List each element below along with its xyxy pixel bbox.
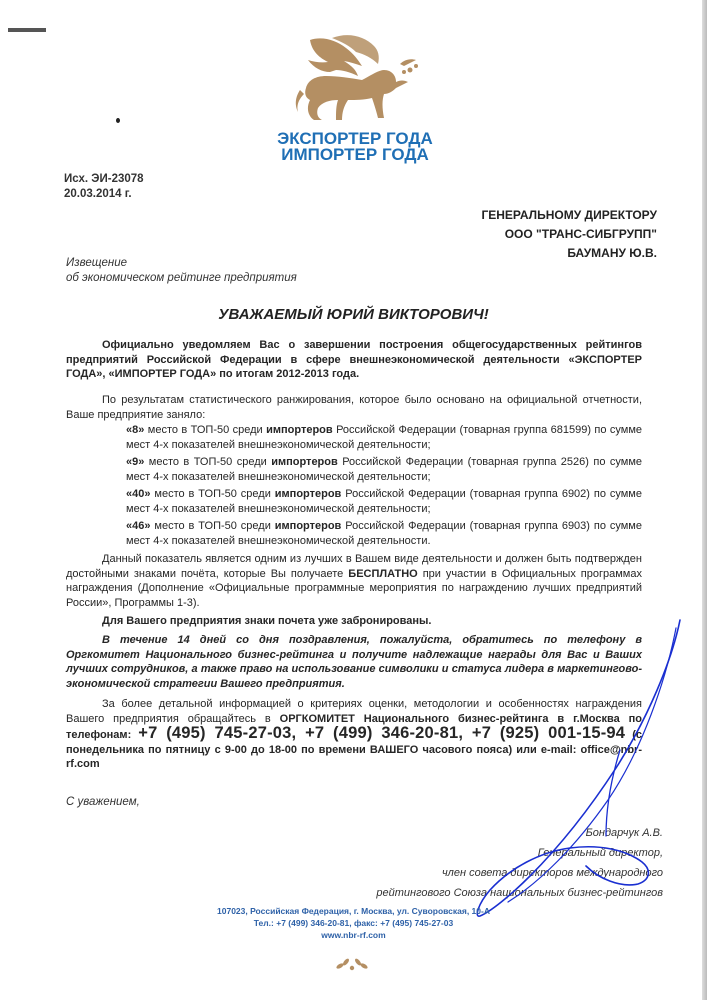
rank-place: «40» <box>126 488 151 500</box>
scan-edge <box>702 0 707 1000</box>
laurel-ornament-icon <box>330 952 374 976</box>
rank-kind: импортеров <box>274 488 342 500</box>
reference-number: Исх. ЭИ-23078 <box>64 173 144 185</box>
notice-subject <box>66 256 297 286</box>
addressee-block <box>481 206 657 263</box>
rank-text: Российской Федерации (товарная группа 681599) по сумме мест 4-х показателей внешнеэкономической деятельности; <box>126 424 643 451</box>
addressee-line-2: ООО "ТРАНС-СИБГРУПП" <box>504 227 657 241</box>
paragraph-contacts <box>66 697 642 772</box>
rank-item <box>126 455 642 484</box>
paragraph-text: За более детальной информацией о критериях оценки, методологии и особенностях награждения Вашего предприятия обращайтесь в <box>66 698 642 725</box>
footer <box>0 905 707 941</box>
salutation: УВАЖАЕМЫЙ ЮРИЙ ВИКТОРОВИЧ! <box>218 306 489 323</box>
scan-dot <box>116 118 120 123</box>
addressee-line-1: ГЕНЕРАЛЬНОМУ ДИРЕКТОРУ <box>481 208 657 222</box>
paragraph-indicator <box>66 552 642 610</box>
rank-text: место в ТОП-50 среди <box>150 488 275 500</box>
rank-text: место в ТОП-50 среди <box>150 520 275 532</box>
rank-text: Российской Федерации (товарная группа 6903) по сумме мест 4-х показателей внешнеэкономической деятельности. <box>126 520 642 547</box>
rank-item <box>126 487 642 516</box>
paragraph-results: По результатам статистического ранжирования, которое было основано на официальной отчетности, Ваше предприятие заняло: <box>66 394 642 421</box>
rank-place: «46» <box>126 520 151 532</box>
rank-place: «9» <box>126 456 145 468</box>
signatory-title-1: Генеральный директор, <box>537 847 663 859</box>
rank-text: место в ТОП-50 среди <box>144 456 272 468</box>
rank-kind: импортеров <box>266 424 333 436</box>
logo-text <box>230 131 480 163</box>
rank-text: Российской Федерации (товарная группа 2526) по сумме мест 4-х показателей внешнеэкономической деятельности; <box>126 456 642 483</box>
closing: С уважением, <box>66 796 140 808</box>
footer-address: 107023, Российская Федерация, г. Москва, ул. Суворовская, 10-А <box>217 906 490 916</box>
rank-kind: импортеров <box>274 520 342 532</box>
phone-numbers: +7 (495) 745-27-03, +7 (499) 346-20-81, +7 (925) 001-15-94 <box>138 724 626 742</box>
notice-line-1: Извещение <box>66 257 128 269</box>
scan-mark <box>8 28 46 32</box>
rank-text: Российской Федерации (товарная группа 6902) по сумме мест 4-х показателей внешнеэкономической деятельности; <box>126 488 642 515</box>
notice-line-2: об экономическом рейтинге предприятия <box>66 272 297 284</box>
paragraph-text: Данный показатель является одним из лучших в Вашем виде деятельности и должен быть подтвержден достойными знаками почёта, которые Вы получаете <box>66 553 642 580</box>
document-reference <box>64 172 144 202</box>
winged-griffin-icon <box>292 30 422 128</box>
rank-item <box>126 423 642 452</box>
paragraph-reserved: Для Вашего предприятия знаки почета уже забронированы. <box>102 615 432 627</box>
rank-item <box>126 519 642 548</box>
paragraph-intro: Официально уведомляем Вас о завершении построения общегосударственных рейтингов предприятий Российской Федерации в сфере внешнеэкономической деятельности «ЭКСПОРТЕР ГОДА», «ИМПОРТЕР ГОДА» по итогам 2012-2013 года. <box>66 339 642 380</box>
signatory-block <box>283 823 663 903</box>
paragraph-text: при участии в Официальных программах награждения (Дополнение «Официальные программные мероприятия по награждению лучших предприятий России», Программы 1-3). <box>66 567 642 609</box>
orgcommittee-label: ОРГКОМИТЕТ Национального бизнес-рейтинга в г.Москва по телефонам: <box>66 712 642 741</box>
logo-line-1: ЭКСПОРТЕР ГОДА <box>277 129 433 148</box>
rank-text: место в ТОП-50 среди <box>144 424 267 436</box>
reference-date: 20.03.2014 г. <box>64 188 132 200</box>
free-emphasis: БЕСПЛАТНО <box>348 567 418 580</box>
logo-line-2: ИМПОРТЕР ГОДА <box>281 145 429 164</box>
signatory-title-2: член совета директоров международного <box>441 867 663 879</box>
rank-place: «8» <box>126 424 145 436</box>
signatory-title-3: рейтингового Союза национальных бизнес-рейтингов <box>376 887 663 899</box>
footer-site: www.nbr-rf.com <box>321 930 386 940</box>
footer-phones: Тел.: +7 (499) 346-20-81, факс: +7 (495) 745-27-03 <box>253 918 454 928</box>
paragraph-call-to-action: В течение 14 дней со дня поздравления, пожалуйста, обратитесь по телефону в Оргкомитет Национального бизнес-рейтинга и получите надлежащие награды для Вас и Ваших лучших сотрудников, а также право на использование символики и статуса лидера в маркетингово-экономической стратегии Вашего предприятия. <box>66 634 642 690</box>
addressee-line-3: БАУМАНУ Ю.В. <box>567 246 657 260</box>
hours-and-email: (с понедельника по пятницу с 9-00 до 18-00 по времени ВАШЕГО часового пояса) или e-mail: office@nbr-rf.com <box>66 729 642 770</box>
rank-kind: импортеров <box>271 456 338 468</box>
signatory-name: Бондарчук А.В. <box>585 827 663 839</box>
